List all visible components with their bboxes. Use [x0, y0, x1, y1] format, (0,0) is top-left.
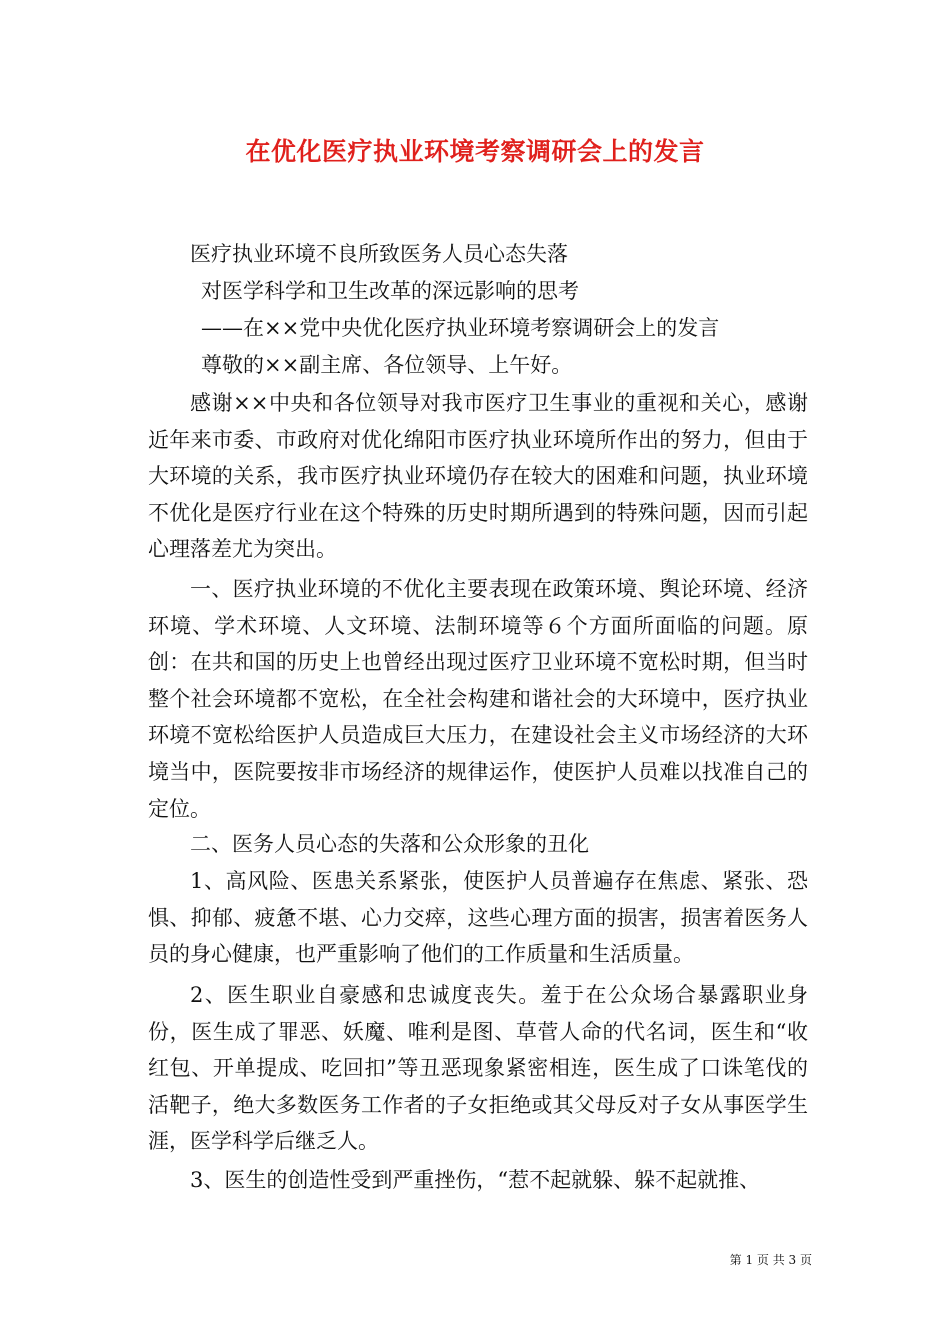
greeting: 尊敬的××副主席、各位领导、上午好。	[201, 353, 573, 377]
paragraph-gratitude: 感谢××中央和各位领导对我市医疗卫生事业的重视和关心，感谢近年来市委、市政府对优化绵阳市医疗执业环境所作出的努力，但由于大环境的关系，我市医疗执业环境仍存在较大的困难和问题，执业环境不优化是医疗行业在这个特殊的历史时期所遇到的特殊问题，因而引起心理落差尤为突出。	[148, 391, 808, 562]
byline: ——在××党中央优化医疗执业环境考察调研会上的发言	[201, 316, 720, 340]
paragraph-item-3: 3、医生的创造性受到严重挫伤，“惹不起就躲、躲不起就推、	[190, 1168, 761, 1192]
subtitle-line-2: 对医学科学和卫生改革的深远影响的思考	[201, 279, 579, 303]
paragraph-item-2: 2、医生职业自豪感和忠诚度丧失。羞于在公众场合暴露职业身份，医生成了罪恶、妖魔、唯利是图、草菅人命的代名词，医生和“收红包、开单提成、吃回扣”等丑恶现象紧密相连，医生成了口诛笔伐的活靶子，绝大多数医务工作者的子女拒绝或其父母反对子女从事医学生涯，医学科学后继乏人。	[148, 983, 808, 1154]
paragraph-section-two-heading: 二、医务人员心态的失落和公众形象的丑化	[190, 832, 589, 856]
paragraph-section-one: 一、医疗执业环境的不优化主要表现在政策环境、舆论环境、经济环境、学术环境、人文环境、法制环境等６个方面所面临的问题。原创：在共和国的历史上也曾经出现过医疗卫业环境不宽松时期，但当时整个社会环境都不宽松，在全社会构建和谐社会的大环境中，医疗执业环境不宽松给医护人员造成巨大压力，在建设社会主义市场经济的大环境当中，医院要按非市场经济的规律运作，使医护人员难以找准自己的定位。	[148, 577, 808, 821]
page-number: 第 1 页 共 3 页	[729, 1253, 812, 1267]
paragraph-item-1: 1、高风险、医患关系紧张，使医护人员普遍存在焦虑、紧张、恐惧、抑郁、疲惫不堪、心力交瘁，这些心理方面的损害，损害着医务人员的身心健康，也严重影响了他们的工作质量和生活质量。	[148, 869, 808, 967]
document-title: 在优化医疗执业环境考察调研会上的发言	[245, 137, 705, 166]
subtitle-line-1: 医疗执业环境不良所致医务人员心态失落	[190, 242, 568, 266]
